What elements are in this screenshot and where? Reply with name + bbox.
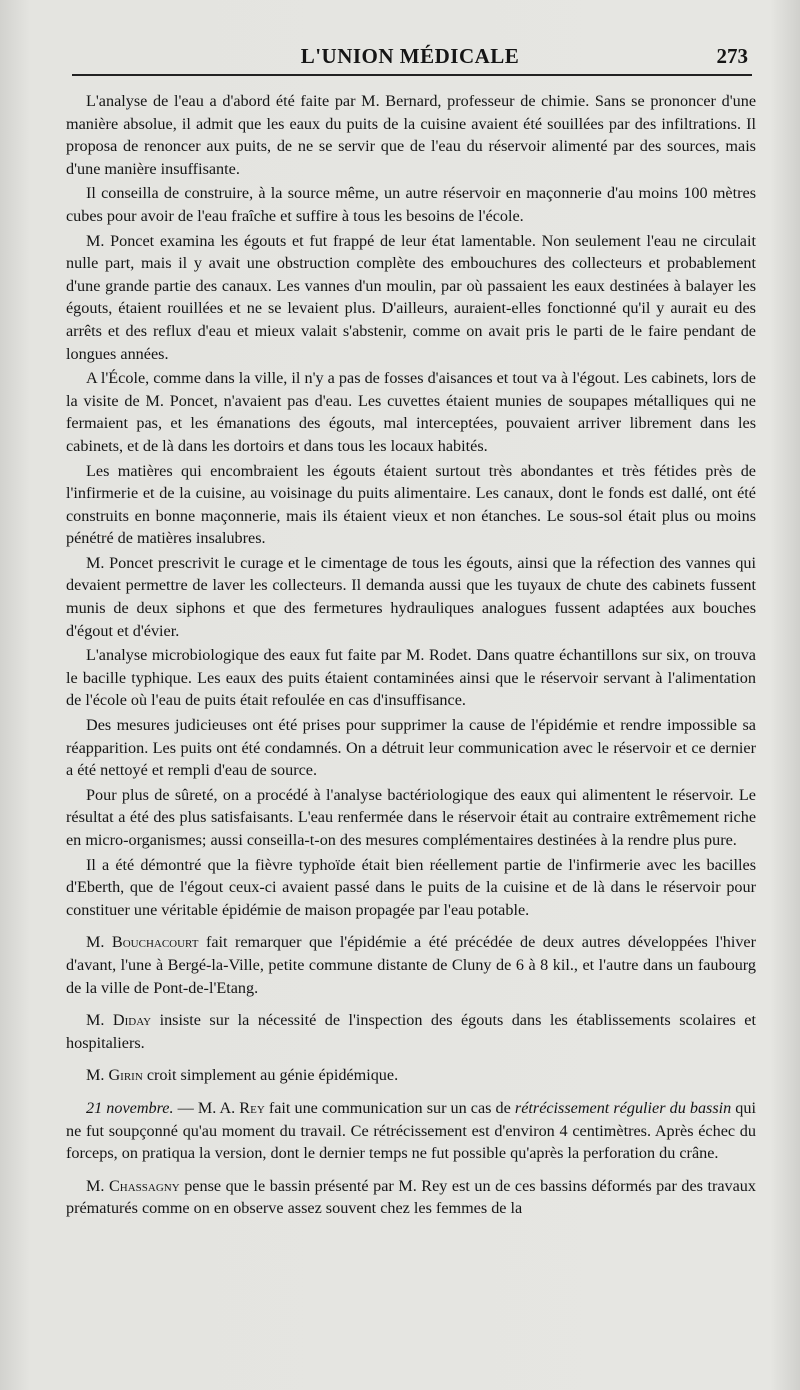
session-text-1: fait une communication sur un cas de bbox=[264, 1098, 515, 1117]
paragraph: Il conseilla de construire, à la source même, un autre réservoir en maçonnerie d'au moins 100 mètres cubes pour avoir de l'eau fraîche et suffire à tous les besoins de l'école. bbox=[66, 184, 756, 225]
speaker-name: M. Bouchacourt bbox=[86, 933, 199, 952]
discussion-paragraph bbox=[66, 1064, 756, 1087]
session-dash: — M. A. bbox=[173, 1098, 240, 1117]
session-paragraph bbox=[66, 1097, 756, 1165]
discussion-paragraph bbox=[66, 1009, 756, 1054]
session-text-2: qui ne fut soupçonné qu'au moment du travail. Ce rétrécissement est d'environ 4 centimètres. Après échec du forceps, on pratiqua la version, dont le dernier temps ne fut possible qu'après la perforation du crâne. bbox=[66, 1098, 756, 1163]
session-speaker: Rey bbox=[239, 1098, 265, 1117]
paragraph: Il a été démontré que la fièvre typhoïde était bien réellement partie de l'infirmerie avec les bacilles d'Eberth, que de l'égout ceux-ci avaient passé dans le puits de la cuisine et de là dans le réservoir pour constituer une véritable épidémie de maison propagée par l'eau potable. bbox=[66, 855, 756, 919]
paragraph: Pour plus de sûreté, on a procédé à l'analyse bactériologique des eaux qui alimentent le réservoir. Le résultat a été des plus satisfaisants. L'eau renfermée dans le réservoir était au contraire extrêmement riche en micro-organismes; aussi conseilla-t-on des mesures complémentaires destinées à la rendre plus pure. bbox=[66, 785, 756, 849]
paragraph: A l'École, comme dans la ville, il n'y a pas de fosses d'aisances et tout va à l'égout. Les cabinets, lors de la visite de M. Poncet, n'avaient pas d'eau. Les cuvettes étaient munies de soupapes métalliques qui ne fermaient pas, et les émanations des égouts, mal interceptées, pouvaient arriver librement dans les cabinets, et de là dans les dortoirs et dans tous les locaux habités. bbox=[66, 369, 756, 455]
paragraph: M. Poncet prescrivit le curage et le cimentage de tous les égouts, ainsi que la réfection des vannes qui devaient permettre de laver les collecteurs. Il demanda aussi que les tuyaux de chute des cabinets fussent munis de deux siphons et que des fermetures hydrauliques analogues fussent adaptées aux bouches d'égout et d'évier. bbox=[66, 553, 756, 640]
speaker-name: M. Diday bbox=[86, 1011, 152, 1030]
session-topic: rétrécissement régulier du bassin bbox=[514, 1098, 732, 1117]
speaker-name: M. Girin bbox=[86, 1066, 143, 1085]
page-header bbox=[60, 44, 760, 76]
speaker-remark: croit simplement au génie épidémique. bbox=[146, 1066, 399, 1085]
speaker-remark: insiste sur la nécessité de l'inspection des égouts dans les établissements scolaires et hospitaliers. bbox=[66, 1011, 756, 1052]
discussion-paragraph bbox=[66, 931, 756, 999]
speaker-name: M. Chassagny bbox=[86, 1176, 180, 1195]
speaker-remark: pense que le bassin présenté par M. Rey est un de ces bassins déformés par des travaux prématurés comme on en observe assez souvent chez les femmes de la bbox=[66, 1176, 756, 1218]
session-date: 21 novembre. bbox=[86, 1098, 174, 1117]
paragraph: L'analyse microbiologique des eaux fut faite par M. Rodet. Dans quatre échantillons sur six, on trouva le bacille typhique. Les eaux des puits étaient contaminées ainsi que le réservoir servant à l'alimentation de l'école où l'eau de puits était refoulée en cas d'insuffisance. bbox=[66, 646, 756, 710]
paragraph: M. Poncet examina les égouts et fut frappé de leur état lamentable. Non seulement l'eau ne circulait nulle part, mais il y avait une obstruction complète des embouchures des collecteurs et probablement d'une grande partie des canaux. Les vannes d'un moulin, par où passaient les eaux destinées à balayer les égouts, étaient rouillées et ne se levaient plus. D'ailleurs, auraient-elles fonctionné qu'il y aurait eu des arrêts et des reflux d'eau et mieux valait s'abstenir, comme on avait pris le parti de le faire pendant de longues années. bbox=[66, 231, 756, 363]
final-paragraph bbox=[66, 1175, 756, 1220]
paragraph: Les matières qui encombraient les égouts étaient surtout très abondantes et très fétides près de l'infirmerie et de la cuisine, au voisinage du puits alimentaire. Les canaux, dont le fonds est dallé, ont été construits en bonne maçonnerie, mais ils étaient vieux et non étanches. Le sous-sol était plus ou moins pénétré de matières insalubres. bbox=[66, 461, 756, 548]
paragraph: L'analyse de l'eau a d'abord été faite par M. Bernard, professeur de chimie. Sans se prononcer d'une manière absolue, il admit que les eaux du puits de la cuisine avaient été souillées par des infiltrations. Il proposa de renoncer aux puits, de ne se servir que de l'eau du réservoir alimenté par des sources, mais d'une manière insuffisante. bbox=[66, 92, 756, 178]
body-text bbox=[66, 90, 756, 1222]
running-title: L'UNION MÉDICALE bbox=[300, 44, 520, 68]
header-rule bbox=[72, 74, 752, 76]
page-number: 273 bbox=[716, 44, 748, 68]
speaker-remark: fait remarquer que l'épidémie a été précédée de deux autres développées l'hiver d'avant, l'une à Bergé-la-Ville, petite commune distante de Cluny de 6 à 8 kil., et l'autre dans un faubourg de la ville de Pont-de-l'Etang. bbox=[66, 933, 756, 997]
paragraph: Des mesures judicieuses ont été prises pour supprimer la cause de l'épidémie et rendre impossible sa réapparition. Les puits ont été condamnés. On a détruit leur communication avec le réservoir et ce dernier a été nettoyé et rempli d'eau de source. bbox=[66, 716, 756, 780]
